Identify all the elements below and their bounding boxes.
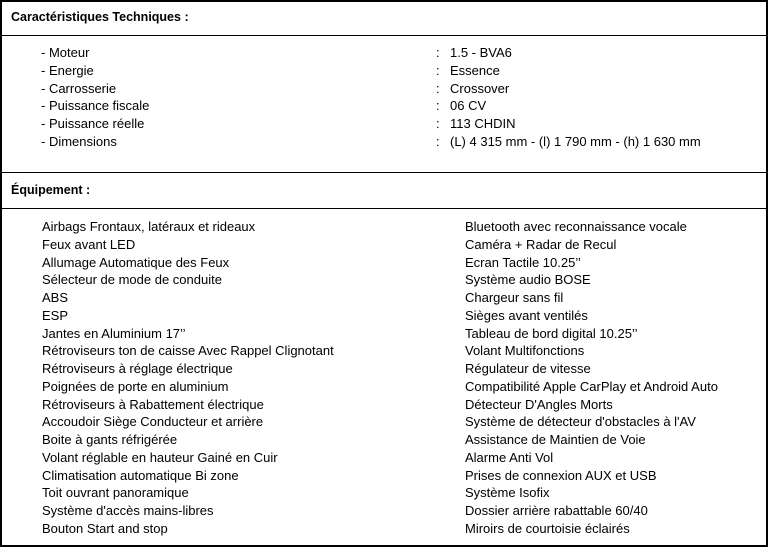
equipment-item: Tableau de bord digital 10.25’’ [465,325,638,341]
spec-value: 06 CV [450,98,487,113]
equipment-item: Airbags Frontaux, latéraux et rideaux [42,219,256,234]
equipment-item: Sièges avant ventilés [465,307,588,323]
equipment-item: Rétroviseurs à réglage électrique [42,361,233,376]
equipment-item: Système de détecteur d'obstacles à l'AV [465,414,696,430]
equipment-item: Caméra + Radar de Recul [465,236,617,252]
equipment-item: Boite à gants réfrigérée [42,432,178,447]
spec-colon: : [436,63,440,78]
spec-colon: : [436,134,440,149]
equipment-item: Rétroviseurs ton de caisse Avec Rappel Clignotant [42,343,334,359]
equipment-item: Accoudoir Siège Conducteur et arrière [42,414,264,430]
equipment-item: Système d'accès mains-libres [42,503,214,518]
equipment-item: Système Isofix [465,485,550,501]
specs-section-title: Caractéristiques Techniques : [11,10,189,24]
spec-label: - Carrosserie [41,81,117,96]
specs-title-divider [2,35,766,36]
spec-value: Essence [450,63,500,78]
equipment-title-divider [2,208,766,209]
spec-colon: : [436,116,440,131]
equipment-item: Feux avant LED [42,236,136,252]
spec-row-energie [2,63,766,81]
spec-row-puissance-reelle [2,116,766,134]
equipment-item: Bluetooth avec reconnaissance vocale [465,219,687,234]
equipment-item: ESP [42,307,69,323]
spec-label: - Dimensions [41,134,117,149]
spec-row-puissance-fiscale [2,98,766,116]
equipment-list-right [465,218,718,538]
equipment-item: Poignées de porte en aluminium [42,378,229,394]
equipment-item: Volant Multifonctions [465,343,585,359]
spec-colon: : [436,81,440,96]
spec-value: Crossover [450,81,510,96]
equipment-item: Chargeur sans fil [465,290,564,305]
equipment-item: Allumage Automatique des Feux [42,254,230,270]
equipment-item: Alarme Anti Vol [465,449,554,465]
equipment-item: Ecran Tactile 10.25’’ [465,254,581,270]
equipment-item: Système audio BOSE [465,272,591,288]
equipment-item: Assistance de Maintien de Voie [465,432,646,447]
equipment-item: Compatibilité Apple CarPlay et Android Auto [465,378,718,394]
spec-colon: : [436,45,440,60]
spec-label: - Moteur [41,45,90,60]
equipment-item: Bouton Start and stop [42,520,168,536]
spec-colon: : [436,98,440,113]
spec-label: - Puissance fiscale [41,98,150,113]
spec-value: 1.5 - BVA6 [450,45,512,60]
equipment-item: Sélecteur de mode de conduite [42,272,222,288]
equipment-item: Régulateur de vitesse [465,361,591,376]
spec-row-dimensions [2,134,766,152]
equipment-item: Volant réglable en hauteur Gainé en Cuir [42,449,278,465]
equipment-item: Climatisation automatique Bi zone [42,467,239,483]
equipment-item: Détecteur D'Angles Morts [465,396,613,412]
spec-row-carrosserie [2,81,766,99]
equipment-item: Dossier arrière rabattable 60/40 [465,503,648,518]
equipment-section-title: Équipement : [11,183,91,197]
equipment-item: Jantes en Aluminium 17’’ [42,325,186,341]
section-divider [2,172,766,173]
equipment-list-left [42,218,334,538]
spec-label: - Energie [41,63,94,78]
spec-label: - Puissance réelle [41,116,145,131]
equipment-item: ABS [42,290,69,305]
equipment-item: Prises de connexion AUX et USB [465,467,657,483]
spec-row-moteur [2,45,766,63]
spec-value: (L) 4 315 mm - (l) 1 790 mm - (h) 1 630 mm [450,134,701,149]
equipment-item: Toit ouvrant panoramique [42,485,189,501]
spec-value: 113 CHDIN [450,116,516,131]
equipment-item: Rétroviseurs à Rabattement électrique [42,396,264,412]
equipment-item: Miroirs de courtoisie éclairés [465,520,630,536]
